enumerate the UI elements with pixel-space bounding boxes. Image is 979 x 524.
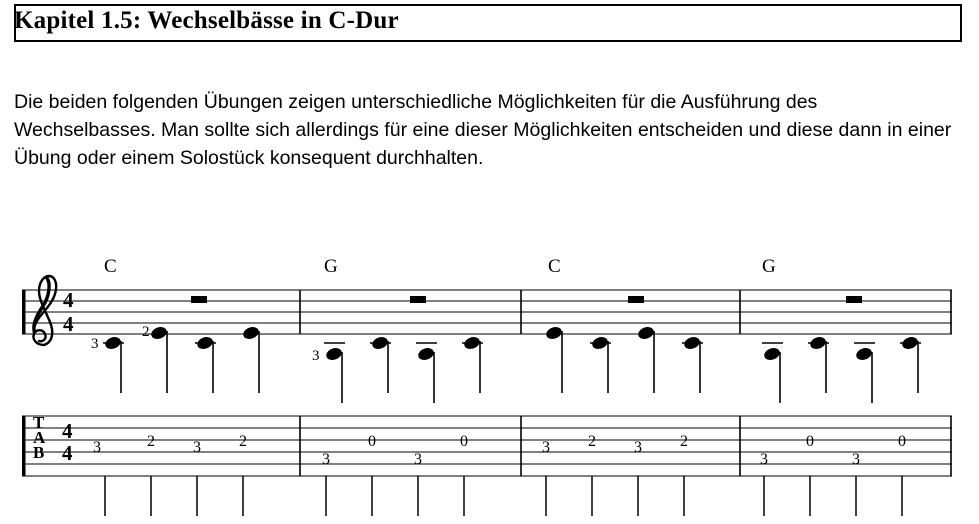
- chord-name-2: G: [324, 256, 338, 277]
- tab-number-m1-n2: 2: [147, 433, 155, 450]
- note-m1-n2: [150, 325, 169, 393]
- tab-number-m4-n3: 3: [852, 451, 860, 468]
- chord-name-4: G: [762, 256, 776, 277]
- rest-1: [191, 296, 207, 303]
- tab-clef-letter-b: B: [33, 443, 45, 462]
- fingering-m2-n1: 3: [312, 348, 320, 364]
- note-m1-n3: [196, 335, 215, 393]
- note-m3-n3: [637, 325, 656, 393]
- note-m3-n4: [683, 335, 702, 393]
- note-m1-n4: [242, 325, 261, 393]
- note-m3-n1: [545, 325, 564, 393]
- tab-number-m3-n2: 2: [588, 433, 596, 450]
- tab-number-m3-n3: 3: [634, 439, 642, 456]
- note-m2-n3: [417, 346, 436, 403]
- tab-number-m1-n1: 3: [93, 439, 101, 456]
- tab-number-m3-n4: 2: [680, 433, 688, 450]
- tab-number-m2-n4: 0: [460, 433, 468, 450]
- tab-clef-letter-a: A: [33, 428, 46, 447]
- tab-time-signature-top: 4: [62, 419, 73, 443]
- note-m4-n2: [809, 335, 828, 393]
- tab-number-m2-n1: 3: [322, 451, 330, 468]
- barlines: [300, 290, 951, 476]
- note-m2-n2: [371, 335, 390, 393]
- tab-number-m1-n3: 3: [193, 439, 201, 456]
- treble-clef-icon: [33, 276, 56, 345]
- tab-start-bar: [22, 416, 26, 476]
- fingering-m1-n2: 2: [142, 324, 150, 340]
- rest-2: [410, 296, 426, 303]
- tab-stems-m4: [764, 476, 902, 516]
- note-m1-n1: [104, 335, 123, 393]
- tab-clef-letter-t: T: [33, 413, 45, 432]
- body-paragraph: Die beiden folgenden Übungen zeigen unterschiedliche Möglichkeiten für die Ausführung des Wechselbasses. Man sollte sich allerdings für eine dieser Möglichkeiten entscheiden und diese dann in einer Übung oder einem Solostück konsequent durchhalten.: [14, 91, 952, 169]
- time-signature-top: 4: [63, 288, 74, 312]
- tab-time-signature-bottom: 4: [62, 441, 73, 465]
- tab-stems-m1: [105, 476, 243, 516]
- note-m2-n1: [325, 346, 344, 403]
- note-m2-n4: [463, 335, 482, 393]
- tab-number-m2-n2: 0: [368, 433, 376, 450]
- note-m4-n3: [855, 346, 874, 403]
- note-m4-n4: [901, 335, 920, 393]
- time-signature-bottom: 4: [63, 312, 74, 336]
- music-score: [0, 250, 979, 524]
- tab-number-m4-n1: 3: [760, 451, 768, 468]
- chord-name-1: C: [104, 256, 117, 277]
- staff-start-bar: [22, 290, 26, 334]
- fingering-m1-n1: 3: [91, 336, 99, 352]
- note-m3-n2: [591, 335, 610, 393]
- tab-number-m2-n3: 3: [414, 451, 422, 468]
- rest-4: [846, 296, 862, 303]
- note-m4-n1: [763, 346, 782, 403]
- tab-stems-m2: [326, 476, 464, 516]
- page-title: Kapitel 1.5: Wechselbässe in C-Dur: [14, 7, 399, 34]
- tab-number-m4-n4: 0: [898, 433, 906, 450]
- tab-stems-m3: [546, 476, 684, 516]
- rest-3: [628, 296, 644, 303]
- tab-number-m3-n1: 3: [542, 439, 550, 456]
- tab-number-m4-n2: 0: [806, 433, 814, 450]
- chord-name-3: C: [548, 256, 561, 277]
- tab-number-m1-n4: 2: [239, 433, 247, 450]
